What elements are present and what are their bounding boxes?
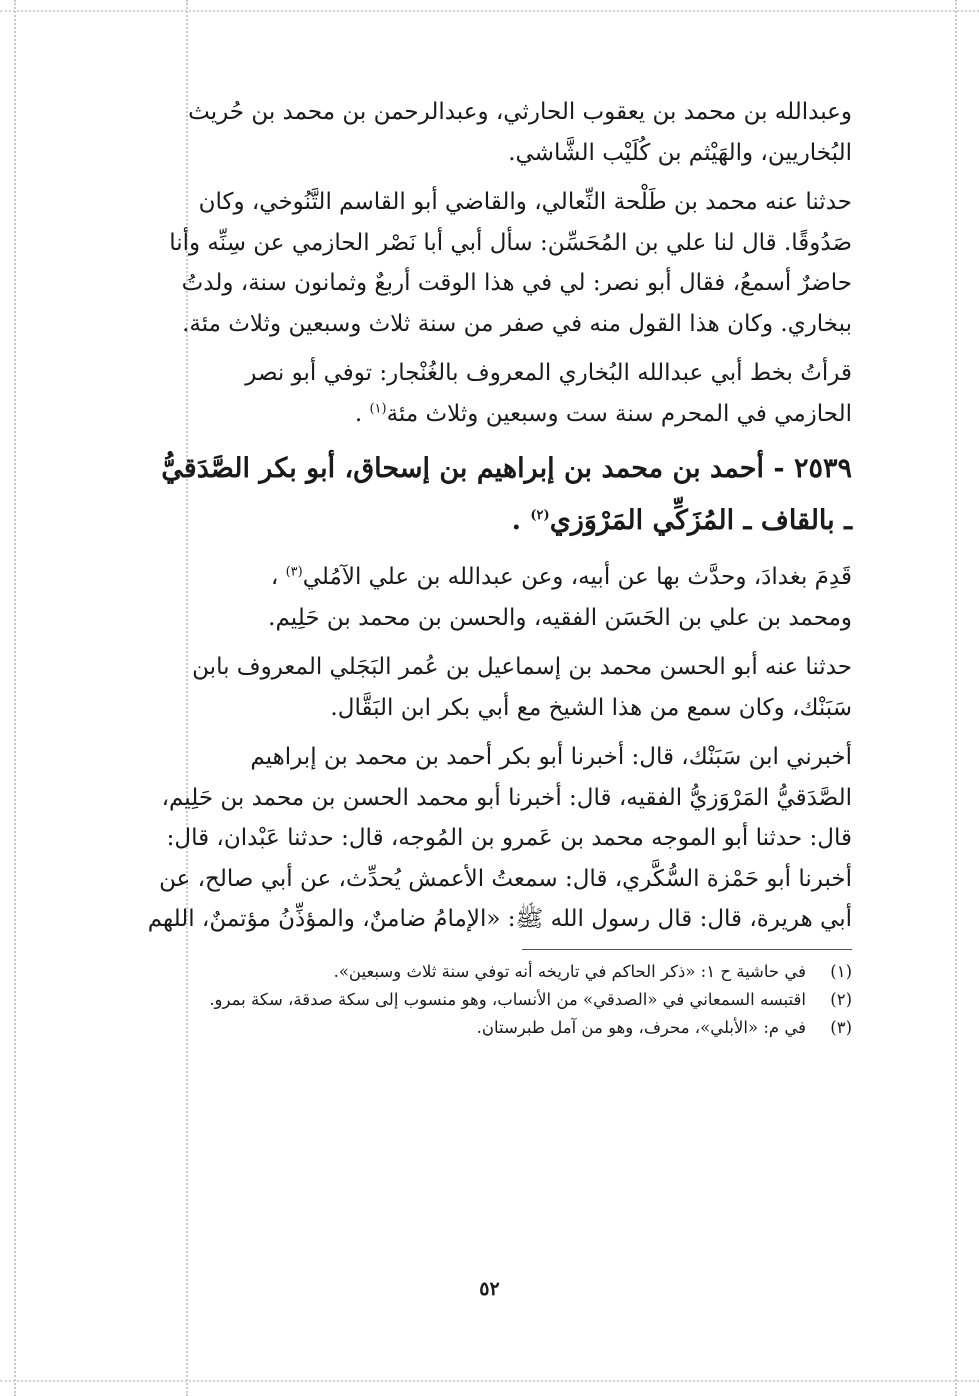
text-line bbox=[140, 557, 852, 598]
text-line: سَبَنْك، وكان سمع من هذا الشيخ مع أبي بكر ابن البَقَّال. bbox=[330, 694, 852, 721]
text-line: أخبرني ابن سَبَنْك، قال: أخبرنا أبو بكر أحمد بن محمد بن إبراهيم bbox=[250, 744, 852, 770]
footnote-text: في م: «الأبلي»، محرف، وهو من آمل طبرستان. bbox=[476, 1017, 806, 1037]
text-line: ببخاري. وكان هذا القول منه في صفر من سنة ثلاث وسبعين وثلاث مئة. bbox=[182, 310, 852, 337]
paragraph-5 bbox=[140, 647, 852, 728]
text-line: وعبدالله بن محمد بن يعقوب الحارثي، وعبدالرحمن بن محمد بن حُريث bbox=[188, 99, 852, 125]
text-line: أخبرنا أبو حَمْزة السُّكَّري، قال: سمعتُ الأعمش يُحدِّث، عن أبي صالح، عن bbox=[159, 865, 852, 892]
text-line bbox=[140, 394, 852, 435]
entry-heading bbox=[140, 443, 852, 547]
text-segment: قَدِمَ بغدادَ، وحدَّث بها عن أبيه، وعن عبدالله بن علي الآمُلي bbox=[302, 564, 852, 590]
paragraph-2 bbox=[140, 182, 852, 344]
text-line: الصَّدَقيُّ المَرْوَزيُّ الفقيه، قال: أخبرنا أبو محمد الحسن بن محمد بن حَلِيم، bbox=[161, 784, 852, 811]
footnote-2 bbox=[140, 986, 852, 1014]
footnote-3 bbox=[140, 1014, 852, 1042]
paragraph-6 bbox=[140, 737, 852, 940]
text-line: البُخاريين، والهَيْثم بن كُلَيْب الشَّاشي. bbox=[508, 139, 852, 166]
page-number: ٥٢ bbox=[479, 1278, 500, 1300]
text-line: أبي هريرة، قال: قال رسول الله ﷺ: «الإمامُ ضامنٌ، والمؤذِّنُ مؤتمنٌ، اللهم bbox=[147, 906, 852, 932]
text-line: حدثنا عنه محمد بن طَلْحة النِّعالي، والقاضي أبو القاسم التَّنُوخي، وكان bbox=[198, 189, 852, 215]
heading-segment: ـ بالقاف ـ المُزَكِّي المَرْوَزي bbox=[549, 505, 852, 536]
scan-dotted-margin-left bbox=[14, 0, 16, 1396]
text-line: قرأتُ بخط أبي عبدالله البُخاري المعروف بالغُنْجار: توفي أبو نصر bbox=[245, 360, 852, 386]
footnote-ref-3[interactable]: (٣) bbox=[285, 564, 303, 580]
scan-dotted-margin-right bbox=[955, 0, 957, 1396]
footnote-ref-1[interactable]: (١) bbox=[369, 400, 387, 416]
heading-segment: . bbox=[511, 505, 531, 536]
scan-dotted-margin-top bbox=[0, 10, 979, 12]
footnote-number: (٣) bbox=[830, 1017, 852, 1037]
text-segment: الحازمي في المحرم سنة ست وسبعين وثلاث مئة bbox=[386, 400, 852, 427]
footnote-number: (١) bbox=[830, 961, 852, 981]
page-body bbox=[140, 92, 852, 1042]
footnotes bbox=[140, 958, 852, 1042]
text-line: حدثنا عنه أبو الحسن محمد بن إسماعيل بن عُمر البَجَلي المعروف بابن bbox=[192, 654, 852, 680]
paragraph-3 bbox=[140, 353, 852, 434]
footnote-text: في حاشية ح ١: «ذكر الحاكم في تاريخه أنه توفي سنة ثلاث وسبعين». bbox=[333, 961, 806, 981]
footnote-ref-2[interactable]: (٢) bbox=[530, 508, 550, 523]
footnote-number: (٢) bbox=[830, 989, 852, 1009]
text-line: صَدُوقًا. قال لنا علي بن المُحَسِّن: سأل أبي أبا نَصْر الحازمي عن سِنِّه وأنا bbox=[169, 229, 852, 256]
paragraph-4 bbox=[140, 557, 852, 638]
text-segment: ، bbox=[270, 564, 286, 590]
heading-line-2 bbox=[140, 495, 852, 547]
scan-dotted-margin-bottom bbox=[0, 1380, 979, 1382]
footnote-separator bbox=[522, 949, 852, 950]
paragraph-1 bbox=[140, 92, 852, 173]
text-line: ومحمد بن علي بن الحَسَن الفقيه، والحسن بن محمد بن حَلِيم. bbox=[268, 604, 852, 631]
footnote-text: اقتبسه السمعاني في «الصدقي» من الأنساب، وهو منسوب إلى سكة صدقة، سكة بمرو. bbox=[209, 989, 806, 1009]
text-line: قال: حدثنا أبو الموجه محمد بن عَمرو بن المُوجه، قال: حدثنا عَبْدان، قال: bbox=[166, 825, 852, 851]
heading-line-1: ٢٥٣٩ - أحمد بن محمد بن إبراهيم بن إسحاق، أبو بكر الصَّدَقيُّ bbox=[161, 453, 852, 484]
text-line: حاضرٌ أسمعُ، فقال أبو نصر: لي في هذا الوقت أربعٌ وثمانون سنة، ولدتُ bbox=[181, 270, 852, 296]
footnote-1 bbox=[140, 958, 852, 986]
text-segment: . bbox=[354, 400, 370, 427]
